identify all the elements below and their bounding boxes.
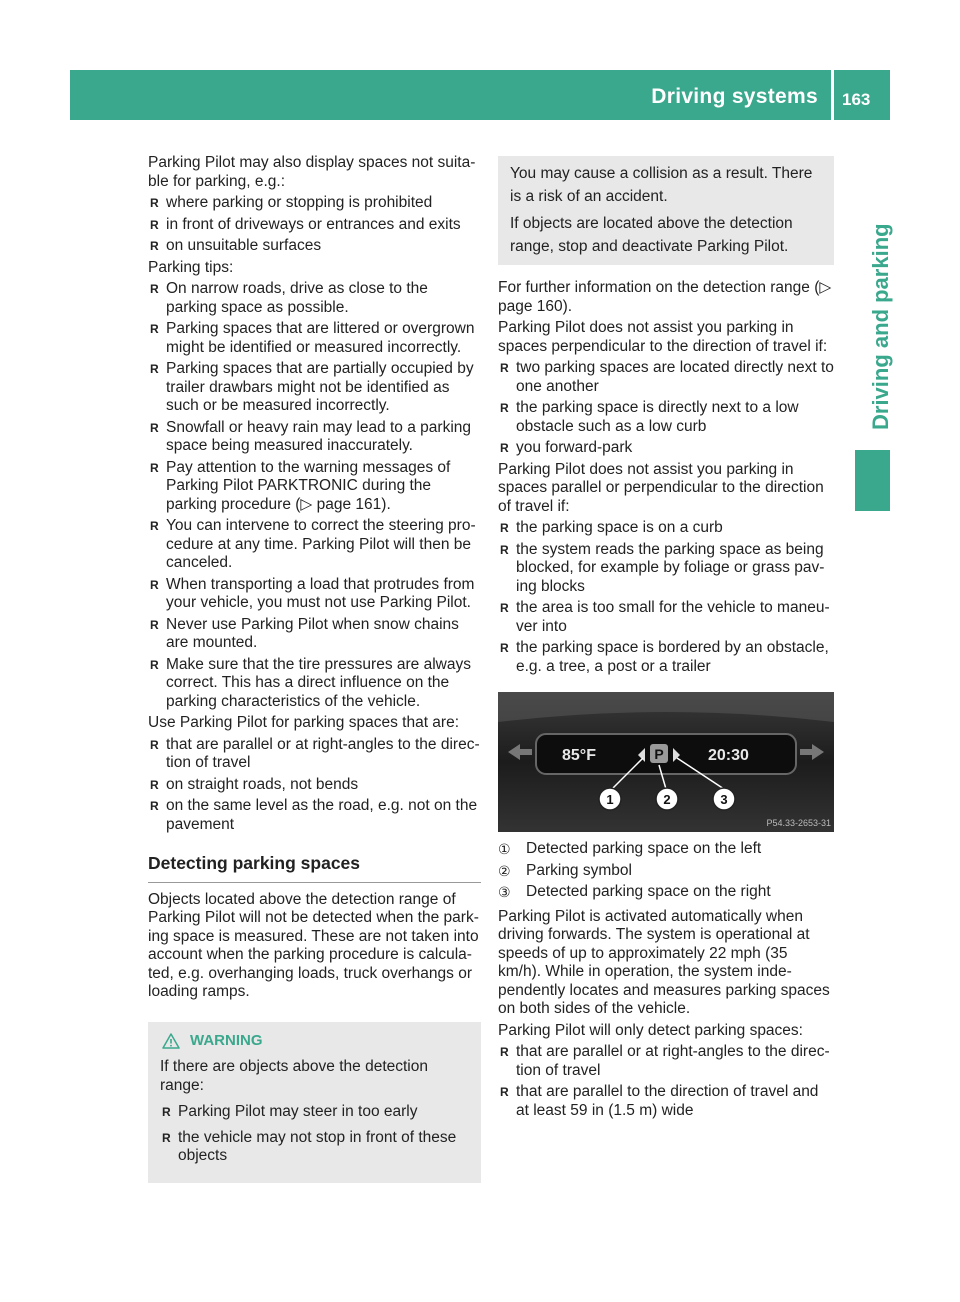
parking-symbol-letter: P (654, 746, 664, 762)
only-detect-label: Parking Pilot will only detect parking spaces: (498, 1021, 803, 1039)
list-item: R Parking spaces that are littered or overgrown might be identified or measured incorrectly. (148, 320, 481, 357)
warning-box (148, 1022, 481, 1183)
left-column (148, 154, 481, 1183)
list-item: R on straight roads, not bends (148, 776, 481, 795)
use-label: Use Parking Pilot for parking spaces that are: (148, 714, 460, 731)
list-item: R the area is too small for the vehicle to maneu-ver into (498, 599, 834, 636)
chapter-marker-block (855, 450, 890, 511)
detect-paragraph: Objects located above the detection range of Parking Pilot will not be detected when the park-ing space is measured. These are not taken into account when the parking procedure is calcula-ted, e.g. overhanging loads, truck overhangs or loading ramps. (148, 890, 479, 1000)
warning-title-text: WARNING (190, 1031, 263, 1049)
callout-3: 3 (720, 792, 728, 807)
further-info-paragraph: For further information on the detection range (▷ page 160). (498, 279, 832, 315)
tips-label: Parking tips: (148, 258, 234, 276)
list-item: R two parking spaces are located directly next to one another (498, 359, 834, 396)
list-item: R you forward-park (498, 439, 834, 458)
page-header-title: Driving systems (651, 85, 818, 108)
list-item: R that are parallel or at right-angles to the direc-tion of travel (148, 736, 481, 773)
page-number: 163 (842, 90, 871, 109)
list-item: R that are parallel or at right-angles to the direc-tion of travel (498, 1043, 834, 1080)
display-time: 20:30 (708, 747, 749, 764)
section-heading: Detecting parking spaces (148, 854, 481, 883)
perpendicular-intro: Parking Pilot does not assist you parking in spaces perpendicular to the direction of travel if: (498, 319, 828, 355)
legend-text: Parking symbol (526, 861, 632, 879)
list-item: R the system reads the parking space as being blocked, for example by foliage or grass pav-ing blocks (498, 541, 834, 597)
image-code: P54.33-2653-31 (766, 818, 831, 828)
activated-paragraph: Parking Pilot is activated automatically when driving forwards. The system is operational at speeds of up to approximately 22 mph (35 km/h). While in operation, the system inde-pendently locates and measures parking spaces on both sides of the vehicle. (498, 907, 830, 1017)
display-temperature: 85°F (562, 747, 596, 764)
list-item: R the parking space is directly next to a low obstacle such as a low curb (498, 399, 834, 436)
list-item: R Parking Pilot may steer in too early (160, 1103, 469, 1122)
warning-triangle-icon (162, 1033, 180, 1049)
legend-text: Detected parking space on the right (526, 883, 771, 900)
list-item: R where parking or stopping is prohibited (148, 194, 481, 213)
intro-paragraph: Parking Pilot may also display spaces not suita-ble for parking, e.g.: (148, 154, 476, 190)
list-item: R Snowfall or heavy rain may lead to a parking space being measured inaccurately. (148, 419, 481, 456)
warning-intro: If there are objects above the detection range: (160, 1058, 428, 1094)
chapter-side-tab: Driving and parking (868, 223, 893, 430)
warning-continued-text: If objects are located above the detection range, stop and deactivate Parking Pilot. (510, 215, 793, 255)
list-item: R on the same level as the road, e.g. not on the pavement (148, 797, 481, 834)
parallel-intro: Parking Pilot does not assist you parking in spaces parallel or perpendicular to the direction of travel if: (498, 460, 824, 515)
warning-continued-text: You may cause a collision as a result. There is a risk of an accident. (510, 165, 813, 205)
list-item: R on unsuitable surfaces (148, 237, 481, 256)
list-item: R the parking space is bordered by an obstacle, e.g. a tree, a post or a trailer (498, 639, 834, 676)
cluster-illustration (498, 692, 834, 832)
legend-number: ① (498, 841, 511, 857)
list-item: R Pay attention to the warning messages of Parking Pilot PARKTRONIC during the parking procedure (▷ page 161). (148, 459, 481, 515)
list-item: R When transporting a load that protrudes from your vehicle, you must not use Parking Pilot. (148, 576, 481, 613)
legend-number: ② (498, 862, 511, 879)
legend-item (498, 883, 834, 902)
list-item: R Never use Parking Pilot when snow chains are mounted. (148, 616, 481, 653)
list-item: R You can intervene to correct the steering pro-cedure at any time. Parking Pilot will then be canceled. (148, 517, 481, 573)
list-item: R the vehicle may not stop in front of these objects (160, 1129, 469, 1166)
warning-continued-box (498, 156, 834, 265)
header-divider (831, 70, 834, 120)
list-item: R Parking spaces that are partially occupied by trailer drawbars might not be identified as such or be measured incorrectly. (148, 360, 481, 416)
warning-title (160, 1032, 469, 1051)
callout-1: 1 (606, 792, 614, 807)
list-item: R in front of driveways or entrances and exits (148, 216, 481, 235)
legend-text: Detected parking space on the left (526, 840, 762, 857)
right-column (498, 156, 834, 1123)
callout-2: 2 (663, 792, 671, 807)
legend-item (498, 862, 834, 881)
list-item: R the parking space is on a curb (498, 519, 834, 538)
legend-item (498, 840, 834, 859)
legend-number: ③ (498, 884, 511, 900)
instrument-cluster-image (498, 692, 834, 832)
list-item: R that are parallel to the direction of travel and at least 59 in (1.5 m) wide (498, 1083, 834, 1120)
list-item: R Make sure that the tire pressures are always correct. This has a direct influence on the parking characteristics of the vehicle. (148, 656, 481, 712)
list-item: R On narrow roads, drive as close to the parking space as possible. (148, 280, 481, 317)
